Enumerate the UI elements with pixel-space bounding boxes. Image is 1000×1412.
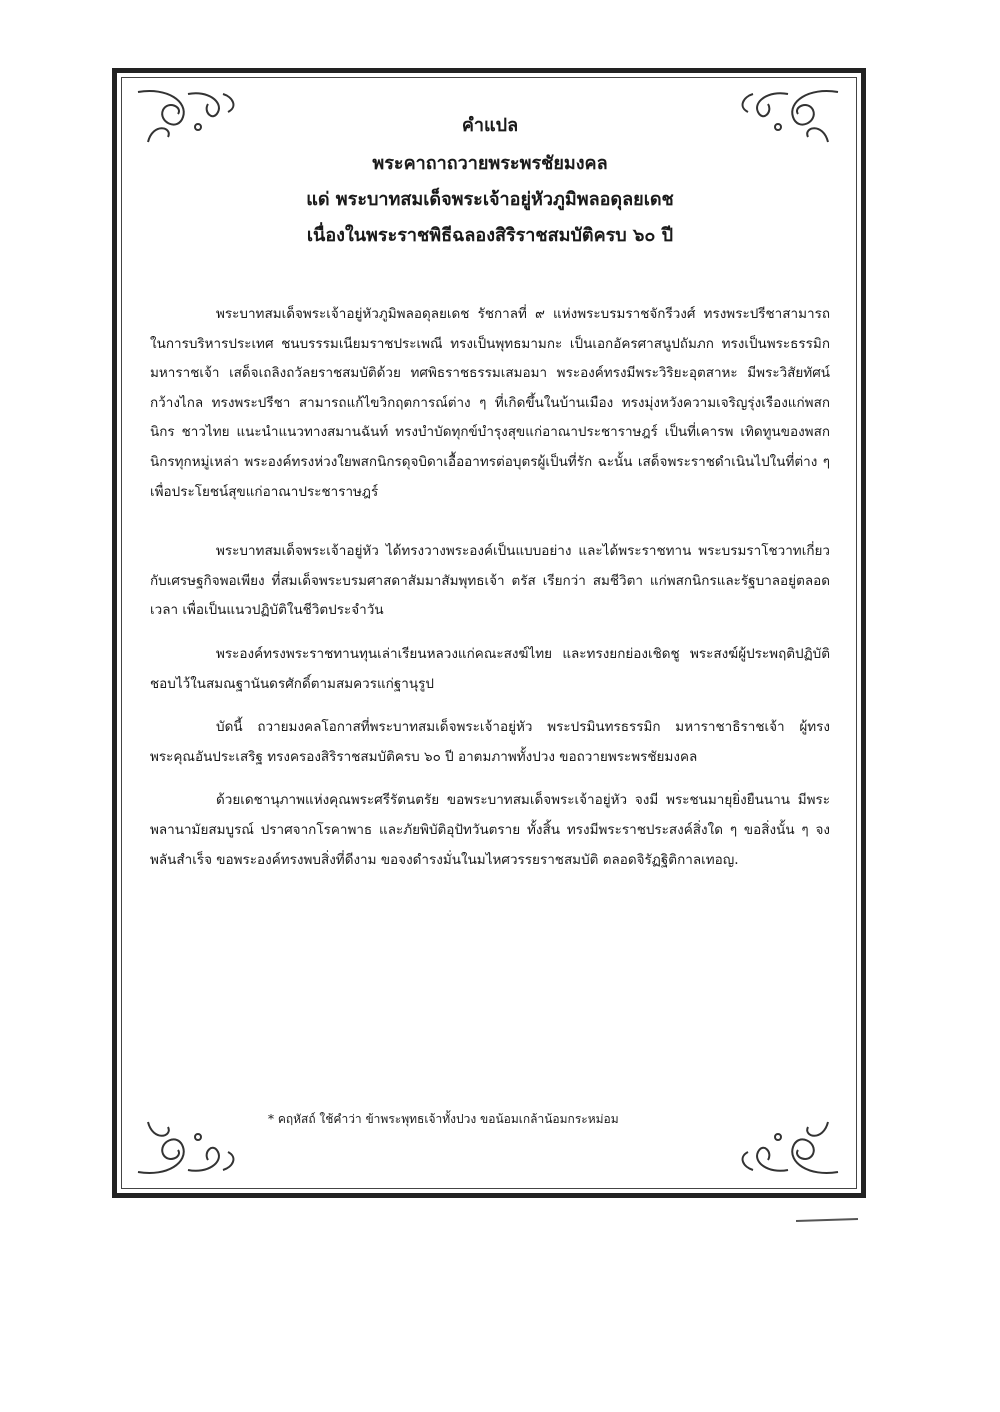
document-body xyxy=(150,300,830,875)
title-line: แด่ พระบาทสมเด็จพระเจ้าอยู่หัวภูมิพลอดุลยเดช xyxy=(306,189,674,210)
body-paragraph: พระบาทสมเด็จพระเจ้าอยู่หัวภูมิพลอดุลยเดช รัชกาลที่ ๙ แห่งพระบรมราชจักรีวงศ์ ทรงพระปรีชาสามารถในการบริหารประเทศ ชนบรรรมเนียมราชประเพณี ทรงเป็นพุทธมามกะ เป็นเอกอัครศาสนูปถัมภก ทรงเป็นพระธรรมิกมหาราชเจ้า เสด็จเถลิงถวัลยราชสมบัติด้วย ทศพิธราชธรรมเสมอมา พระองค์ทรงมีพระวิริยะอุตสาหะ มีพระวิสัยทัศน์กว้างไกล ทรงพระปรีชา สามารถแก้ไขวิกฤตการณ์ต่าง ๆ ที่เกิดขึ้นในบ้านเมือง ทรงมุ่งหวังความเจริญรุ่งเรืองแก่พสกนิกร ชาวไทย แนะนำแนวทางสมานฉันท์ ทรงบำบัดทุกข์บำรุงสุขแก่อาณาประชาราษฎร์ เป็นที่เคารพ เทิดทูนของพสกนิกรทุกหมู่เหล่า พระองค์ทรงห่วงใยพสกนิกรดุจบิดาเอื้ออาทรต่อบุตรผู้เป็นที่รัก ฉะนั้น เสด็จพระราชดำเนินไปในที่ต่าง ๆ เพื่อประโยชน์สุขแก่อาณาประชาราษฎร์ xyxy=(150,306,830,500)
corner-ornament-icon xyxy=(128,1112,248,1182)
title-line: คำแปล xyxy=(461,115,519,136)
body-paragraph: บัดนี้ ถวายมงคลโอกาสที่พระบาทสมเด็จพระเจ้าอยู่หัว พระปรมินทรธรรมิก มหาราชาธิราชเจ้า ผู้ทรงพระคุณอันประเสริฐ ทรงครองสิริราชสมบัติครบ ๖๐ ปี อาตมภาพทั้งปวง ขอถวายพระพรชัยมงคล xyxy=(150,719,830,765)
title-line: เนื่องในพระราชพิธีฉลองสิริราชสมบัติครบ ๖๐ ปี xyxy=(306,225,674,246)
body-paragraph: พระองค์ทรงพระราชทานทุนเล่าเรียนหลวงแก่คณะสงฆ์ไทย และทรงยกย่องเชิดชู พระสงฆ์ผู้ประพฤติปฏิบัติชอบไว้ในสมณฐานันดรศักดิ์ตามสมควรแก่ฐานุรูป xyxy=(150,645,830,692)
footnote: * คฤหัสถ์ ใช้คำว่า ข้าพระพุทธเจ้าทั้งปวง ขอน้อมเกล้าน้อมกระหม่อม xyxy=(268,1112,619,1126)
title-line: พระคาถาถวายพระพรชัยมงคล xyxy=(372,153,608,174)
body-paragraph: ด้วยเดชานุภาพแห่งคุณพระศรีรัตนตรัย ขอพระบาทสมเด็จพระเจ้าอยู่หัว จงมี พระชนมายุยิ่งยืนนาน มีพระพลานามัยสมบูรณ์ ปราศจากโรคาพาธ และภัยพิบัติอุปัทวันตราย ทั้งสิ้น ทรงมีพระราชประสงค์สิ่งใด ๆ ขอสิ่งนั้น ๆ จงพลันสำเร็จ ขอพระองค์ทรงพบสิ่งที่ดีงาม ขอจงดำรงมั่นในมไหศวรรยราชสมบัติ ตลอดจิรัฏฐิติกาลเทอญ. xyxy=(150,792,830,868)
scan-artifact xyxy=(796,1216,858,1224)
document-title xyxy=(180,108,800,254)
body-paragraph: พระบาทสมเด็จพระเจ้าอยู่หัว ได้ทรงวางพระองค์เป็นแบบอย่าง และได้พระราชทาน พระบรมราโชวาทเกี่ยวกับเศรษฐกิจพอเพียง ที่สมเด็จพระบรมศาสดาสัมมาสัมพุทธเจ้า ตรัส เรียกว่า สมชีวิตา แก่พสกนิกรและรัฐบาลอยู่ตลอดเวลา เพื่อเป็นแนวปฏิบัติในชีวิตประจำวัน xyxy=(150,543,830,619)
